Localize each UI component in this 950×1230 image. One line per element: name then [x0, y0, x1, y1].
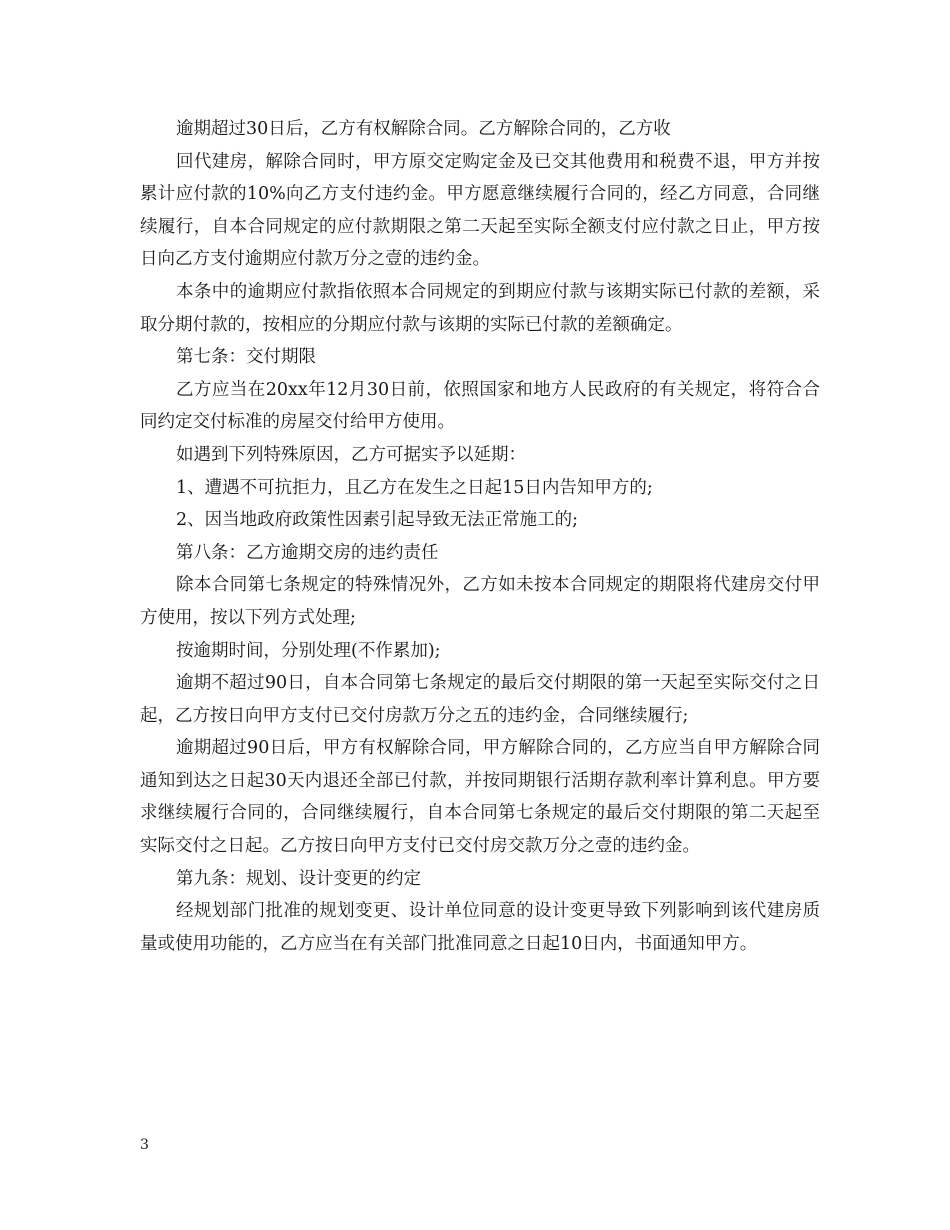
list-item-1: 1、遭遇不可抗拒力，且乙方在发生之日起15日内告知甲方的; [176, 477, 653, 498]
paragraph-10: 除本合同第七条规定的特殊情况外，乙方如未按本合同规定的期限将代建房交付甲方使用，按以下列方式处理; [140, 575, 820, 628]
paragraph-13: 逾期超过90日后，甲方有权解除合同，甲方解除合同的，乙方应当自甲方解除合同通知到达之日起30天内退还全部已付款，并按同期银行活期存款利率计算利息。甲方要求继续履行合同的，合同继续履行，自本合同第七条规定的最后交付期限的第二天起至实际交付之日起。乙方按日向甲方支付已交付房交款万分之壹的违约金。 [140, 738, 820, 857]
document-body [140, 113, 820, 960]
article-7-heading: 第七条：交付期限 [176, 347, 316, 368]
paragraph-2: 回代建房，解除合同时，甲方原交定购定金及已交其他费用和税费不退，甲方并按累计应付款的10%向乙方支付违约金。甲方愿意继续履行合同的，经乙方同意，合同继续履行，自本合同规定的应付款期限之第二天起至实际全额支付应付款之日止，甲方按日向乙方支付逾期应付款万分之壹的违约金。 [140, 151, 820, 270]
article-9-heading: 第九条：规划、设计变更的约定 [176, 868, 421, 889]
article-8-heading: 第八条：乙方逾期交房的违约责任 [176, 542, 439, 563]
paragraph-6: 如遇到下列特殊原因，乙方可据实予以延期： [176, 444, 526, 465]
list-item-2: 2、因当地政府政策性因素引起导致无法正常施工的; [176, 510, 579, 531]
paragraph-11: 按逾期时间，分别处理(不作累加); [176, 640, 441, 661]
paragraph-1: 逾期超过30日后，乙方有权解除合同。乙方解除合同的，乙方收 [176, 119, 671, 139]
paragraph-3: 本条中的逾期应付款指依照本合同规定的到期应付款与该期实际已付款的差额，采取分期付款的，按相应的分期应付款与该期的实际已付款的差额确定。 [140, 281, 820, 335]
paragraph-12: 逾期不超过90日，自本合同第七条规定的最后交付期限的第一天起至实际交付之日起，乙方按日向甲方支付已交付房款万分之五的违约金，合同继续履行; [140, 673, 820, 726]
paragraph-15: 经规划部门批准的规划变更、设计单位同意的设计变更导致下列影响到该代建房质量或使用功能的，乙方应当在有关部门批准同意之日起10日内，书面通知甲方。 [140, 901, 820, 954]
page-number: 3 [140, 1137, 149, 1153]
paragraph-5: 乙方应当在20xx年12月30日前，依照国家和地方人民政府的有关规定，将符合合同约定交付标准的房屋交付给甲方使用。 [140, 379, 820, 433]
